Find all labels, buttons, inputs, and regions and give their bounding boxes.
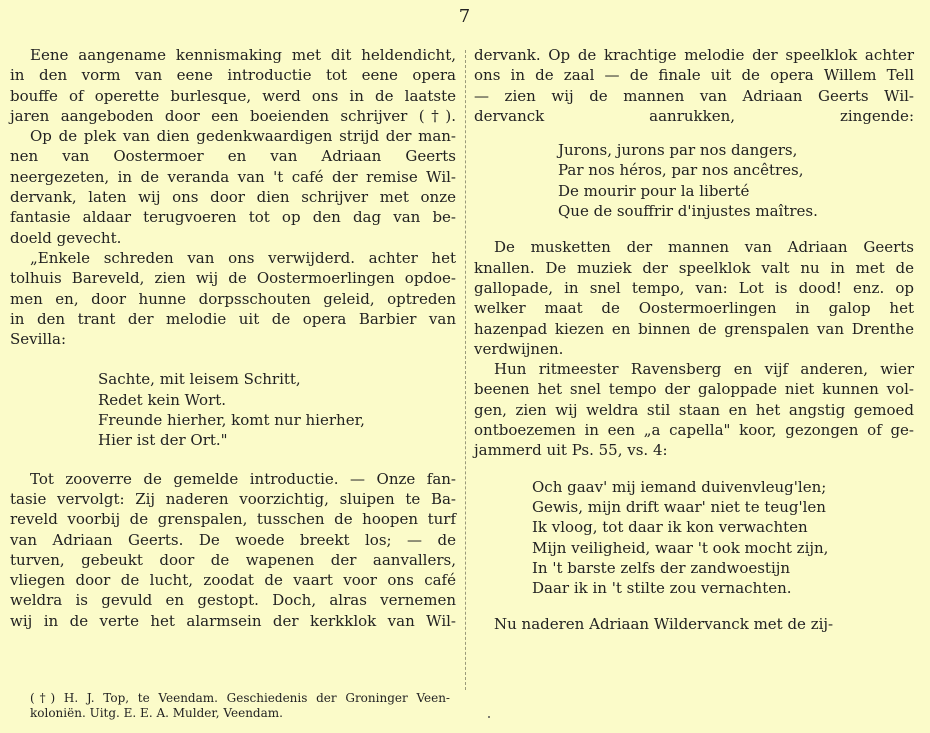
verse-line: Mijn veiligheid, waar 't ook mocht zijn, (532, 538, 829, 557)
text-line: in den trant der melodie uit de opera Barbier van (10, 309, 456, 328)
text-line: beenen het snel tempo der galoppade niet kunnen vol- (474, 380, 914, 399)
text-line: weldra is gevuld en gestopt. Doch, alras vernemen (10, 591, 456, 610)
text-line: Eene aangename kennismaking met dit heldendicht, (30, 46, 456, 64)
text-line: Tot zooverre de gemelde introductie. — Onze fan- (30, 469, 456, 488)
text-line: Hun ritmeester Ravensberg en vijf anderen, wier (494, 360, 914, 379)
paragraph (10, 45, 456, 126)
paragraph (10, 248, 456, 349)
paragraph (10, 126, 456, 248)
text-line: Nu naderen Adriaan Wildervanck met de zij- (494, 615, 834, 634)
verse-block (474, 477, 914, 599)
right-column (474, 45, 914, 635)
footnote-line: koloniën. Uitg. E. E. A. Mulder, Veendam. (30, 706, 283, 720)
verse-line: De mourir pour la liberté (558, 181, 750, 200)
text-line: dervank. Op de krachtige melodie der speelklok achter (474, 46, 914, 64)
verse-line: Ik vloog, tot daar ik kon verwachten (532, 518, 808, 537)
text-line: fantasie aldaar terugvoeren tot op den dag van be- (10, 208, 456, 227)
text-line: — zien wij de mannen van Adriaan Geerts Wil- (474, 86, 914, 105)
text-line: doeld gevecht. (10, 228, 122, 247)
text-line: bouffe of operette burlesque, werd ons in de laatste (10, 86, 456, 105)
paragraph (474, 614, 914, 634)
verse-line: Redet kein Wort. (98, 390, 227, 409)
verse-line: Freunde hierher, komt nur hierher, (98, 411, 365, 430)
verse-line: Jurons, jurons par nos dangers, (558, 141, 798, 160)
text-line: tasie vervolgt: Zij naderen voorzichtig, sluipen te Ba- (10, 489, 456, 508)
paragraph (10, 469, 456, 631)
verse-block (10, 369, 456, 450)
text-line: turven, gebeukt door de wapenen der aanvallers, (10, 550, 456, 569)
page-number: 7 (458, 6, 472, 27)
text-line: ons in de zaal — de finale uit de opera Willem Tell (474, 66, 914, 85)
verse-block (474, 140, 914, 221)
text-line: men en, door hunne dorpsschouten geleid, optreden (10, 289, 456, 308)
text-line: nen van Oostermoer en van Adriaan Geerts (10, 147, 456, 166)
text-line: gallopade, in snel tempo, van: Lot is dood! enz. op (474, 278, 914, 297)
text-line: ontboezemen in een „a capella" koor, gezongen of ge- (474, 421, 914, 440)
verse-line: Que de souffrir d'injustes maîtres. (558, 202, 818, 221)
verse-line: In 't barste zelfs der zandwoestijn (532, 558, 791, 577)
verse-line: Daar ik in 't stilte zou vernachten. (532, 579, 792, 598)
left-column (10, 45, 456, 631)
text-line: welker maat de Oostermoerlingen in galop het (474, 299, 914, 318)
text-line: van Adriaan Geerts. De woede breekt los; — de (10, 530, 456, 549)
text-line: vliegen door de lucht, zoodat de vaart voor ons café (10, 571, 456, 590)
paragraph (474, 237, 914, 359)
text-line: Sevilla: (10, 330, 67, 349)
text-line: neergezeten, in de veranda van 't café der remise Wil- (10, 167, 456, 186)
verse-line: Och gaav' mij iemand duivenvleug'len; (532, 477, 827, 496)
text-line: Op de plek van dien gedenkwaardigen strijd der man- (30, 127, 456, 146)
text-line: gen, zien wij weldra stil staan en het angstig gemoed (474, 400, 914, 419)
text-line: verdwijnen. (474, 339, 564, 358)
footnote (30, 691, 450, 721)
text-line: jammerd uit Ps. 55, vs. 4: (474, 441, 668, 460)
text-line: hazenpad kiezen en binnen de grenspalen van Drenthe (474, 319, 914, 338)
text-line: dervank, laten wij ons door dien schrijver met onze (10, 188, 456, 207)
text-line: dervanck aanrukken, zingende: (474, 106, 914, 125)
print-speck (488, 716, 490, 718)
paragraph (474, 45, 914, 126)
text-line: reveld voorbij de grenspalen, tusschen de hoopen turf (10, 510, 456, 529)
footnote-line: (†) H. J. Top, te Veendam. Geschiedenis der Groninger Veen- (30, 691, 450, 705)
verse-line: Sachte, mit leisem Schritt, (98, 370, 301, 389)
text-line: „Enkele schreden van ons verwijderd. achter het (30, 248, 456, 267)
column-divider (465, 50, 466, 690)
text-line: wij in de verte het alarmsein der kerkklok van Wil- (10, 611, 456, 630)
verse-line: Gewis, mijn drift waar' niet te teug'len (532, 497, 826, 516)
verse-line: Hier ist der Ort." (98, 431, 228, 450)
text-line: tolhuis Bareveld, zien wij de Oostermoerlingen opdoe- (10, 269, 456, 288)
text-line: in den vorm van eene introductie tot eene opera (10, 66, 456, 85)
verse-line: Par nos héros, par nos ancêtres, (558, 161, 804, 180)
text-line: De musketten der mannen van Adriaan Geerts (494, 238, 914, 257)
text-line: jaren aangeboden door een boeienden schrijver (†). (10, 106, 456, 125)
text-line: knallen. De muziek der speelklok valt nu in met de (474, 258, 914, 277)
paragraph (474, 359, 914, 460)
